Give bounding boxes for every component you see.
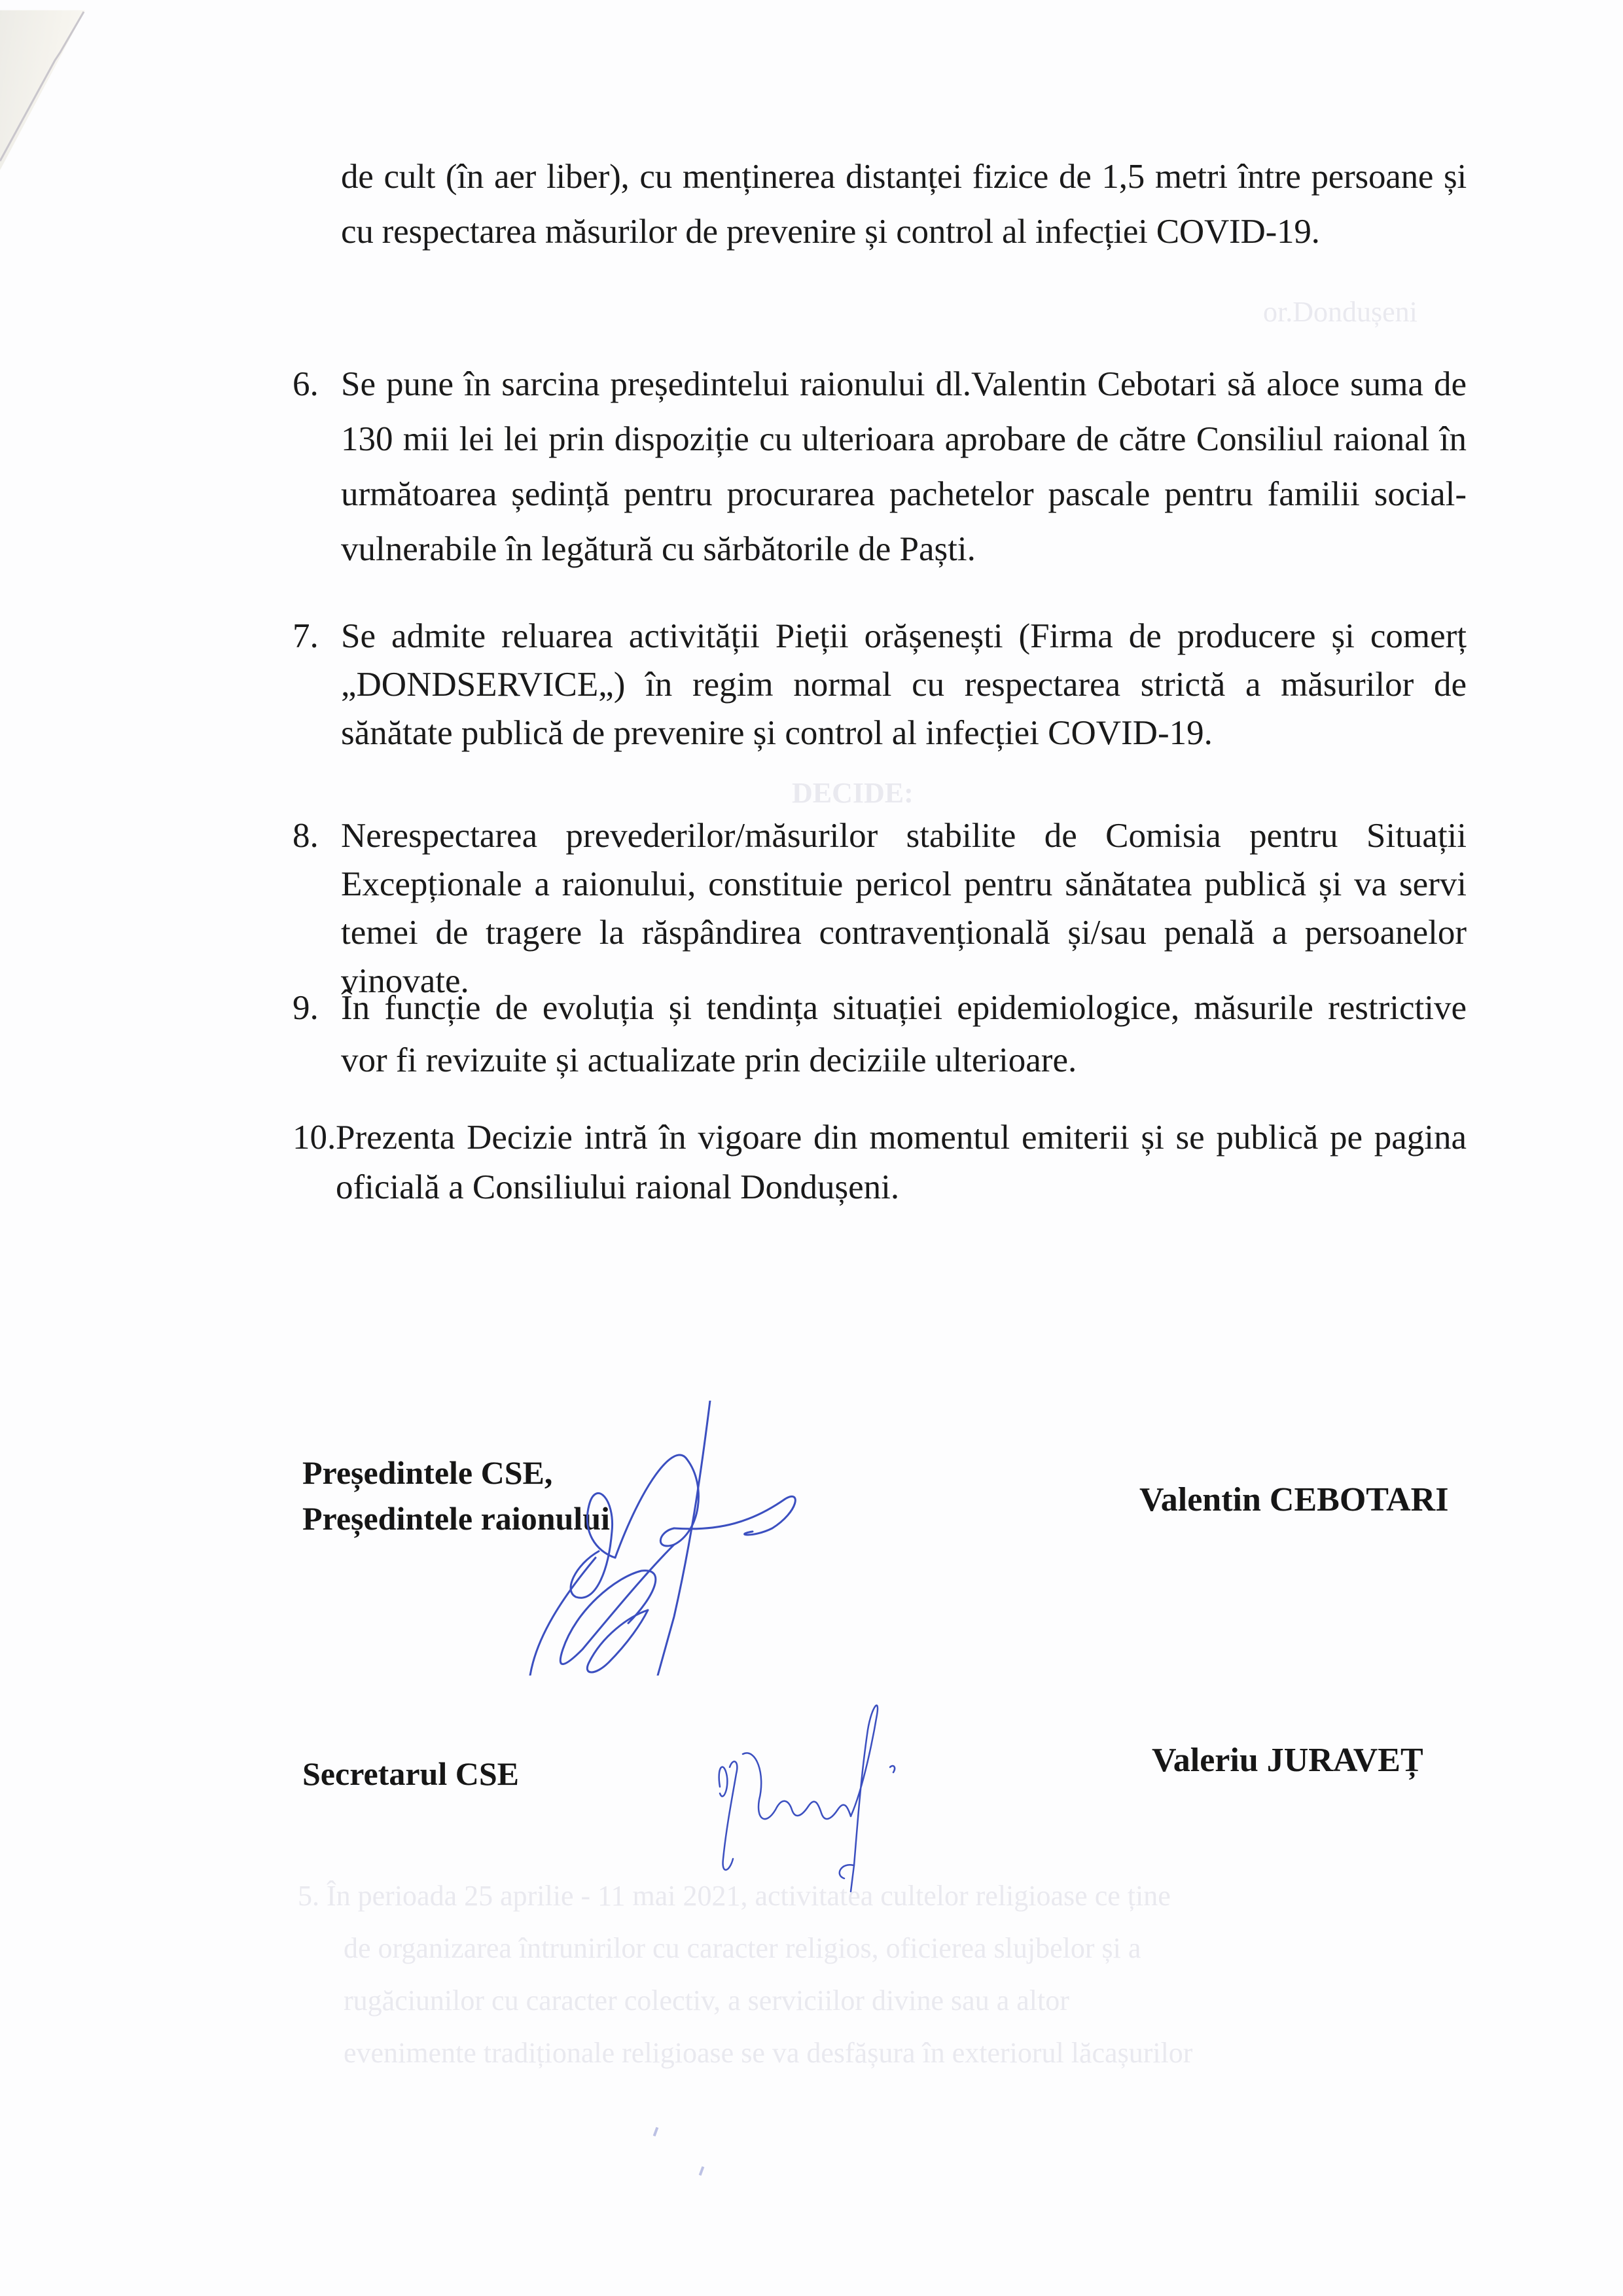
- item-number: 9.: [293, 989, 319, 1027]
- item-5-continuation: de cult (în aer liber), cu menținerea distanței fizice de 1,5 metri între persoane și cu respectarea măsurilor de prevenire și control al infecției COVID-19.: [341, 158, 1467, 251]
- secretary-title: Secretarul CSE: [302, 1755, 519, 1792]
- decision-item-6: [293, 357, 1467, 577]
- bleed-through-line: DECIDE:: [792, 777, 914, 809]
- item-text: Prezenta Decizie intră în vigoare din momentul emiterii și se publică pe pagina oficială a Consiliului raional Dondușeni.: [336, 1119, 1467, 1206]
- bleed-through-line: or.Dondușeni: [1263, 296, 1418, 328]
- scan-corner-edge: [0, 0, 92, 170]
- scan-speck: [653, 2127, 659, 2137]
- bleed-through-line: de organizarea întrunirilor cu caracter religios, oficierea slujbelor și a: [344, 1932, 1141, 1964]
- bleed-through-line: rugăciunilor cu caracter colectiv, a serviciilor divine sau a altor: [344, 1984, 1069, 2017]
- bleed-through-line: evenimente tradiționale religioase se va desfășura în exteriorul lăcașurilor: [344, 2037, 1193, 2069]
- item-text: În funcție de evoluția și tendința situației epidemiologice, măsurile restrictive vor fi revizuite și actualizate prin deciziile ulterioare.: [341, 989, 1467, 1079]
- secretary-signature-icon: [694, 1695, 969, 1905]
- item-number: 8.: [293, 817, 319, 855]
- item-number: 10.: [293, 1119, 336, 1157]
- secretary-name: Valeriu JURAVEȚ: [1152, 1742, 1423, 1779]
- president-title: [302, 1450, 610, 1541]
- decision-item-10: [293, 1113, 1467, 1212]
- item-text: Se pune în sarcina președintelui raionului dl.Valentin Cebotari să aloce suma de 130 mii lei lei prin dispoziție cu ulterioara aprobare de către Consiliul raional în următoarea ședință pentru procurarea pachetelor pascale pentru familii social-vulnerabile în legătură cu sărbătorile de Paști.: [341, 365, 1467, 568]
- item-number: 7.: [293, 617, 319, 655]
- item-text: Se admite reluarea activității Pieții orășenești (Firma de producere și comerț „DONDSERVICE„) în regim normal cu respectarea strictă a măsurilor de sănătate publică de prevenire și control al infecției COVID-19.: [341, 617, 1467, 752]
- decision-item-9: [293, 982, 1467, 1086]
- president-title-line1: Președintele CSE,: [302, 1454, 553, 1491]
- bleed-through-line: 5. În perioada 25 aprilie - 11 mai 2021, activitatea cultelor religioase ce ține: [298, 1880, 1171, 1912]
- decision-item-8: [293, 812, 1467, 1005]
- president-title-line2: Președintele raionului: [302, 1500, 610, 1537]
- item-text: Nerespectarea prevederilor/măsurilor stabilite de Comisia pentru Situații Excepționale a raionului, constituie pericol pentru sănătatea publică și va servi temei de tragere la răspândirea contravențională și/sau penală a persoanelor vinovate.: [341, 817, 1467, 1000]
- decision-item-7: [293, 612, 1467, 757]
- scan-speck: [699, 2166, 705, 2176]
- item-number: 6.: [293, 365, 319, 403]
- president-name: Valentin CEBOTARI: [1139, 1481, 1449, 1518]
